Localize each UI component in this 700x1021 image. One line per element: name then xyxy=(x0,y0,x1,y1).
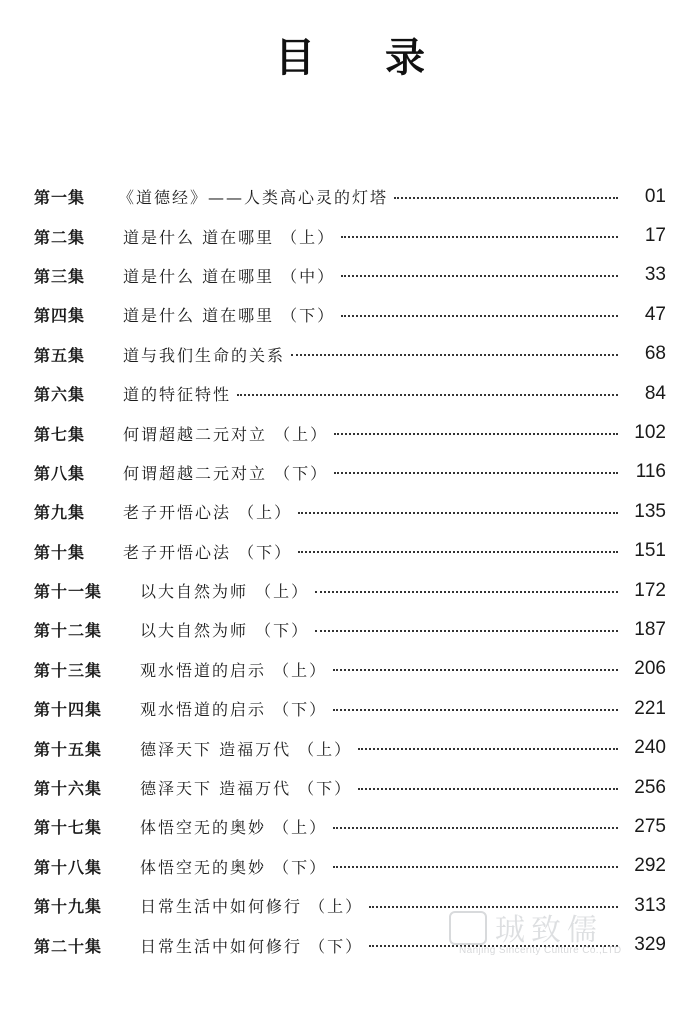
toc-entry-number: 第十七集 xyxy=(34,818,103,838)
dot-leader xyxy=(394,197,618,199)
table-of-contents xyxy=(34,177,666,965)
dot-leader xyxy=(291,354,618,356)
toc-entry-title: 德泽天下 造福万代 （上） xyxy=(140,739,353,759)
dot-leader xyxy=(369,906,618,908)
toc-entry[interactable] xyxy=(34,571,666,610)
toc-entry-page: 151 xyxy=(634,540,666,562)
toc-entry-title: 体悟空无的奥妙 （上） xyxy=(140,818,328,838)
toc-entry-page: 116 xyxy=(635,461,666,483)
toc-entry-number: 第十九集 xyxy=(34,897,103,917)
dot-leader xyxy=(334,433,618,435)
toc-entry[interactable] xyxy=(34,177,666,216)
toc-entry-page: 68 xyxy=(644,343,666,365)
toc-entry-page: 33 xyxy=(644,264,666,286)
toc-entry-page: 292 xyxy=(634,855,666,877)
toc-entry-title: 德泽天下 造福万代 （下） xyxy=(140,779,353,799)
toc-entry-page: 102 xyxy=(634,422,666,444)
dot-leader xyxy=(369,945,618,947)
toc-entry[interactable] xyxy=(34,532,666,571)
toc-entry-page: 313 xyxy=(634,894,666,916)
toc-entry-number: 第四集 xyxy=(34,306,86,326)
dot-leader xyxy=(315,591,618,593)
toc-entry-page: 01 xyxy=(644,185,666,207)
toc-entry[interactable] xyxy=(34,847,666,886)
toc-entry-title: 何谓超越二元对立 （上） xyxy=(123,424,329,444)
toc-entry-page: 47 xyxy=(644,303,666,325)
toc-entry[interactable] xyxy=(34,335,666,374)
toc-entry[interactable] xyxy=(34,650,666,689)
toc-entry[interactable] xyxy=(34,925,666,964)
toc-entry[interactable] xyxy=(34,886,666,925)
toc-entry-page: 329 xyxy=(634,934,666,956)
toc-entry-page: 221 xyxy=(634,697,666,719)
toc-entry-number: 第十二集 xyxy=(34,621,103,641)
toc-entry-number: 第十三集 xyxy=(34,660,103,680)
toc-entry-number: 第七集 xyxy=(34,424,86,444)
dot-leader xyxy=(341,315,618,317)
toc-entry-number: 第二集 xyxy=(34,227,86,247)
toc-entry-number: 第十八集 xyxy=(34,857,103,877)
toc-entry-page: 84 xyxy=(644,382,666,404)
toc-entry-number: 第三集 xyxy=(34,266,86,286)
toc-entry[interactable] xyxy=(34,374,666,413)
toc-entry[interactable] xyxy=(34,807,666,846)
toc-entry-number: 第十集 xyxy=(34,542,86,562)
dot-leader xyxy=(298,551,618,553)
dot-leader xyxy=(333,709,618,711)
dot-leader xyxy=(358,788,618,790)
dot-leader xyxy=(358,748,618,750)
toc-entry-page: 172 xyxy=(634,579,666,601)
toc-entry[interactable] xyxy=(34,453,666,492)
toc-entry[interactable] xyxy=(34,492,666,531)
toc-entry[interactable] xyxy=(34,689,666,728)
toc-entry-page: 187 xyxy=(634,618,666,640)
toc-entry-number: 第十一集 xyxy=(34,582,103,602)
toc-entry-title: 以大自然为师 （上） xyxy=(140,582,310,602)
toc-entry-title: 观水悟道的启示 （上） xyxy=(140,660,328,680)
dot-leader xyxy=(333,669,618,671)
toc-entry-page: 256 xyxy=(634,776,666,798)
toc-entry-number: 第九集 xyxy=(34,503,86,523)
toc-entry-title: 以大自然为师 （下） xyxy=(140,621,310,641)
toc-entry-page: 240 xyxy=(634,737,666,759)
toc-entry[interactable] xyxy=(34,728,666,767)
toc-entry-title: 道是什么 道在哪里 （中） xyxy=(123,266,336,286)
toc-entry-number: 第十五集 xyxy=(34,739,103,759)
watermark-subtitle: Nanjing Sincerity Culture Co.,LTD xyxy=(459,945,622,956)
toc-entry-title: 何谓超越二元对立 （下） xyxy=(123,463,329,483)
toc-entry-title: 道的特征特性 xyxy=(123,385,232,405)
toc-entry-page: 275 xyxy=(634,815,666,837)
dot-leader xyxy=(334,472,618,474)
toc-entry[interactable] xyxy=(34,768,666,807)
toc-entry-title: 《道德经》——人类高心灵的灯塔 xyxy=(118,188,389,208)
dot-leader xyxy=(341,275,618,277)
dot-leader xyxy=(237,394,618,396)
dot-leader xyxy=(341,236,618,238)
toc-entry[interactable] xyxy=(34,413,666,452)
toc-entry-number: 第二十集 xyxy=(34,936,103,956)
dot-leader xyxy=(315,630,618,632)
toc-entry-title: 道是什么 道在哪里 （上） xyxy=(123,227,336,247)
toc-entry-title: 道与我们生命的关系 xyxy=(123,345,286,365)
toc-entry-title: 老子开悟心法 （下） xyxy=(123,542,293,562)
toc-entry-number: 第八集 xyxy=(34,463,86,483)
toc-entry-page: 17 xyxy=(644,225,666,247)
toc-entry-number: 第六集 xyxy=(34,385,86,405)
toc-entry-title: 道是什么 道在哪里 （下） xyxy=(123,306,336,326)
watermark-mark: 珹致儒 xyxy=(495,913,603,948)
toc-entry-title: 体悟空无的奥妙 （下） xyxy=(140,857,328,877)
toc-entry-number: 第一集 xyxy=(34,188,86,208)
toc-entry-title: 日常生活中如何修行 （上） xyxy=(140,897,364,917)
toc-entry-title: 日常生活中如何修行 （下） xyxy=(140,936,364,956)
dot-leader xyxy=(333,827,618,829)
toc-entry[interactable] xyxy=(34,295,666,334)
toc-entry[interactable] xyxy=(34,216,666,255)
toc-entry-number: 第五集 xyxy=(34,345,86,365)
toc-entry-number: 第十四集 xyxy=(34,700,103,720)
toc-entry-number: 第十六集 xyxy=(34,779,103,799)
toc-entry[interactable] xyxy=(34,256,666,295)
toc-entry[interactable] xyxy=(34,610,666,649)
toc-entry-page: 135 xyxy=(634,500,666,522)
page-title: 目 录 xyxy=(275,35,453,81)
dot-leader xyxy=(298,512,618,514)
toc-entry-page: 206 xyxy=(634,658,666,680)
dot-leader xyxy=(333,866,618,868)
toc-entry-title: 老子开悟心法 （上） xyxy=(123,503,293,523)
toc-entry-title: 观水悟道的启示 （下） xyxy=(140,700,328,720)
